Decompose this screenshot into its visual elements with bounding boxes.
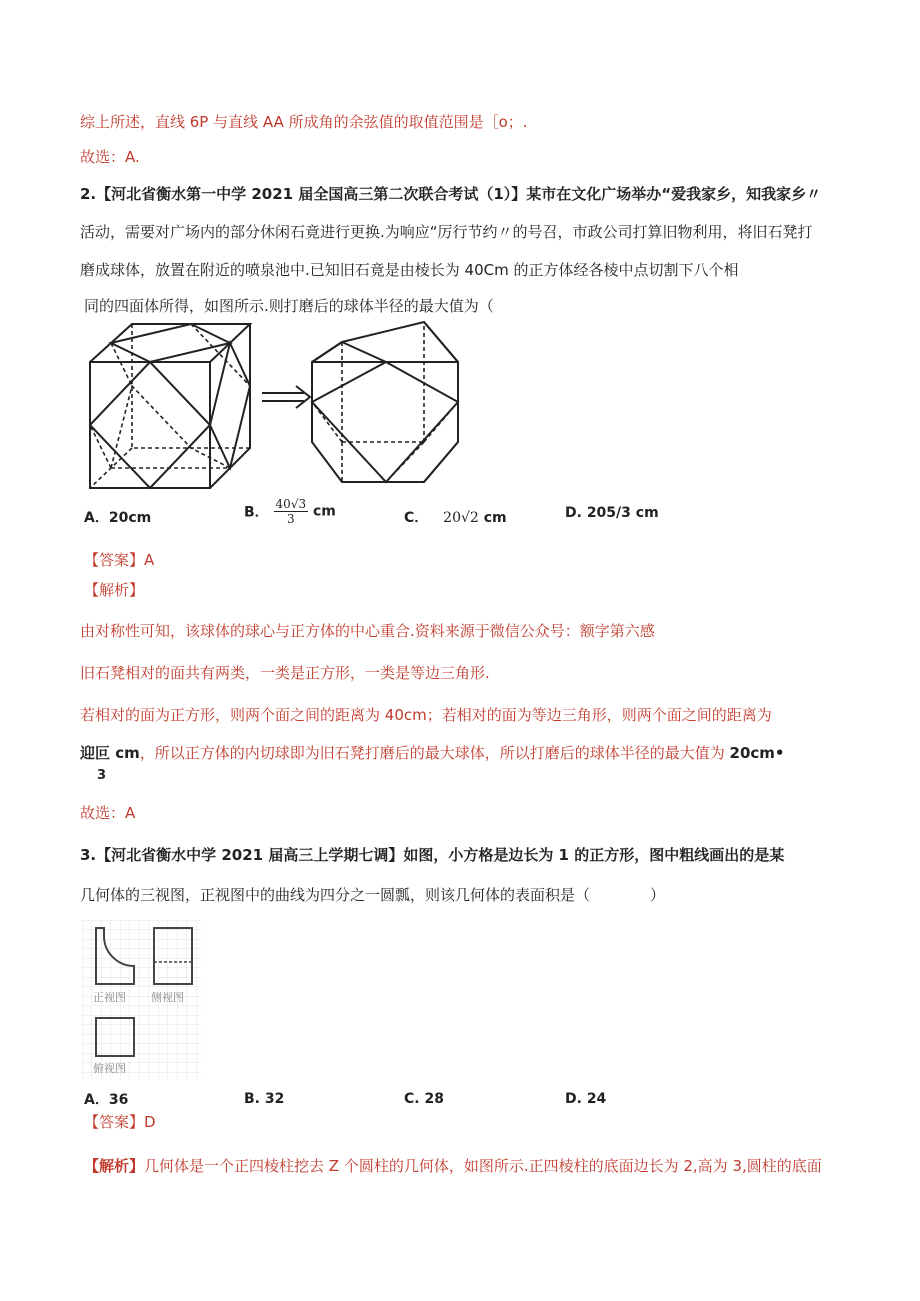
q2-analysis-conclusion: ，所以正方体的内切球即为旧石凳打磨后的最大球体，所以打磨后的球体半径的最大值为	[139, 744, 730, 762]
q2-pick: 故选：A	[80, 804, 136, 822]
front-view-label: 正视图	[93, 991, 126, 1004]
q2-distance-denominator: 3	[97, 768, 107, 783]
q3-option-d: D. 24	[565, 1091, 607, 1107]
q2-option-b-fraction	[274, 497, 309, 526]
q2-stem-line4: 同的四面体所得，如图所示.则打磨后的球体半径的最大值为（	[84, 297, 494, 315]
q2-option-c-unit: cm	[483, 510, 507, 526]
top-view-label: 俯视图	[93, 1062, 126, 1075]
q2-option-c-prefix: C．	[404, 510, 429, 526]
q3-analysis-tag: 【解析】	[84, 1157, 145, 1175]
q2-option-a: A．20cm	[84, 510, 152, 526]
side-view-label: 侧视图	[151, 991, 184, 1004]
q3-answer: 【答案】D	[84, 1113, 156, 1131]
q2-analysis-line1: 由对称性可知，该球体的球心与正方体的中心重合.资料来源于微信公众号：额字第六感	[80, 622, 655, 640]
conclusion-line: 综上所述，直线 6P 与直线 AA 所成角的余弦值的取值范围是［o；.	[80, 113, 528, 131]
q2-analysis-line3: 若相对的面为正方形，则两个面之间的距离为 40cm；若相对的面为等边三角形，则两个面之间的距离为	[80, 706, 772, 724]
q2-option-c	[404, 507, 507, 527]
q3-stem-line1: 3.【河北省衡水中学 2021 届高三上学期七调】如图，小方格是边长为 1 的正方形，图中粗线画出的是某	[80, 846, 785, 864]
q2-max-radius: 20cm•	[729, 744, 785, 762]
transform-arrow-icon	[260, 384, 314, 410]
q2-analysis-line2: 旧石凳相对的面共有两类，一类是正方形，一类是等边三角形.	[80, 664, 490, 682]
q2-analysis-tag: 【解析】	[84, 581, 145, 599]
q3-stem-line2: 几何体的三视图，正视图中的曲线为四分之一圆瓢，则该几何体的表面积是（ ）	[80, 886, 666, 904]
q3-analysis-line1	[84, 1155, 822, 1177]
q3-option-b: B. 32	[244, 1091, 285, 1107]
q2-stem-line2: 活动，需要对广场内的部分休闲石竟进行更换.为响应“厉行节约〃的号召，市政公司打算旧物利用，将旧石凳打	[80, 223, 813, 241]
q3-analysis-text: 几何体是一个正四棱柱挖去 Z 个圆柱的几何体，如图所示.正四棱柱的底面边长为 2,高为 3,圆柱的底面	[144, 1157, 822, 1175]
q2-option-c-value: 20√2	[443, 510, 479, 526]
q2-option-d: D. 205/3 cm	[565, 505, 659, 521]
q2-option-b-unit: cm	[312, 503, 336, 520]
q2-option-b-numerator: 40√3	[275, 497, 307, 511]
q2-distance-value: 迎叵 cm	[80, 744, 140, 762]
q2-option-b-denominator: 3	[287, 512, 295, 526]
q2-stem-line1: 2.【河北省衡水第一中学 2021 届全国高三第二次联合考试（1）】某市在文化广场举办“爱我家乡，知我家乡〃	[80, 185, 822, 203]
q3-option-a: A．36	[84, 1092, 129, 1108]
cuboctahedron-figure	[308, 318, 466, 486]
cube-cut-figure	[86, 320, 256, 492]
q2-stem-line3: 磨成球体，放置在附近的喷泉池中.已知旧石竟是由棱长为 40Cm 的正方体经各棱中点切割下八个相	[80, 261, 739, 279]
q2-option-b	[244, 497, 336, 526]
answer-pick-1: 故选：A.	[80, 148, 140, 166]
q2-analysis-line4	[80, 742, 785, 764]
q2-option-b-prefix: B．	[244, 504, 269, 521]
q3-option-c: C. 28	[404, 1091, 444, 1107]
q2-answer: 【答案】A	[84, 551, 155, 569]
